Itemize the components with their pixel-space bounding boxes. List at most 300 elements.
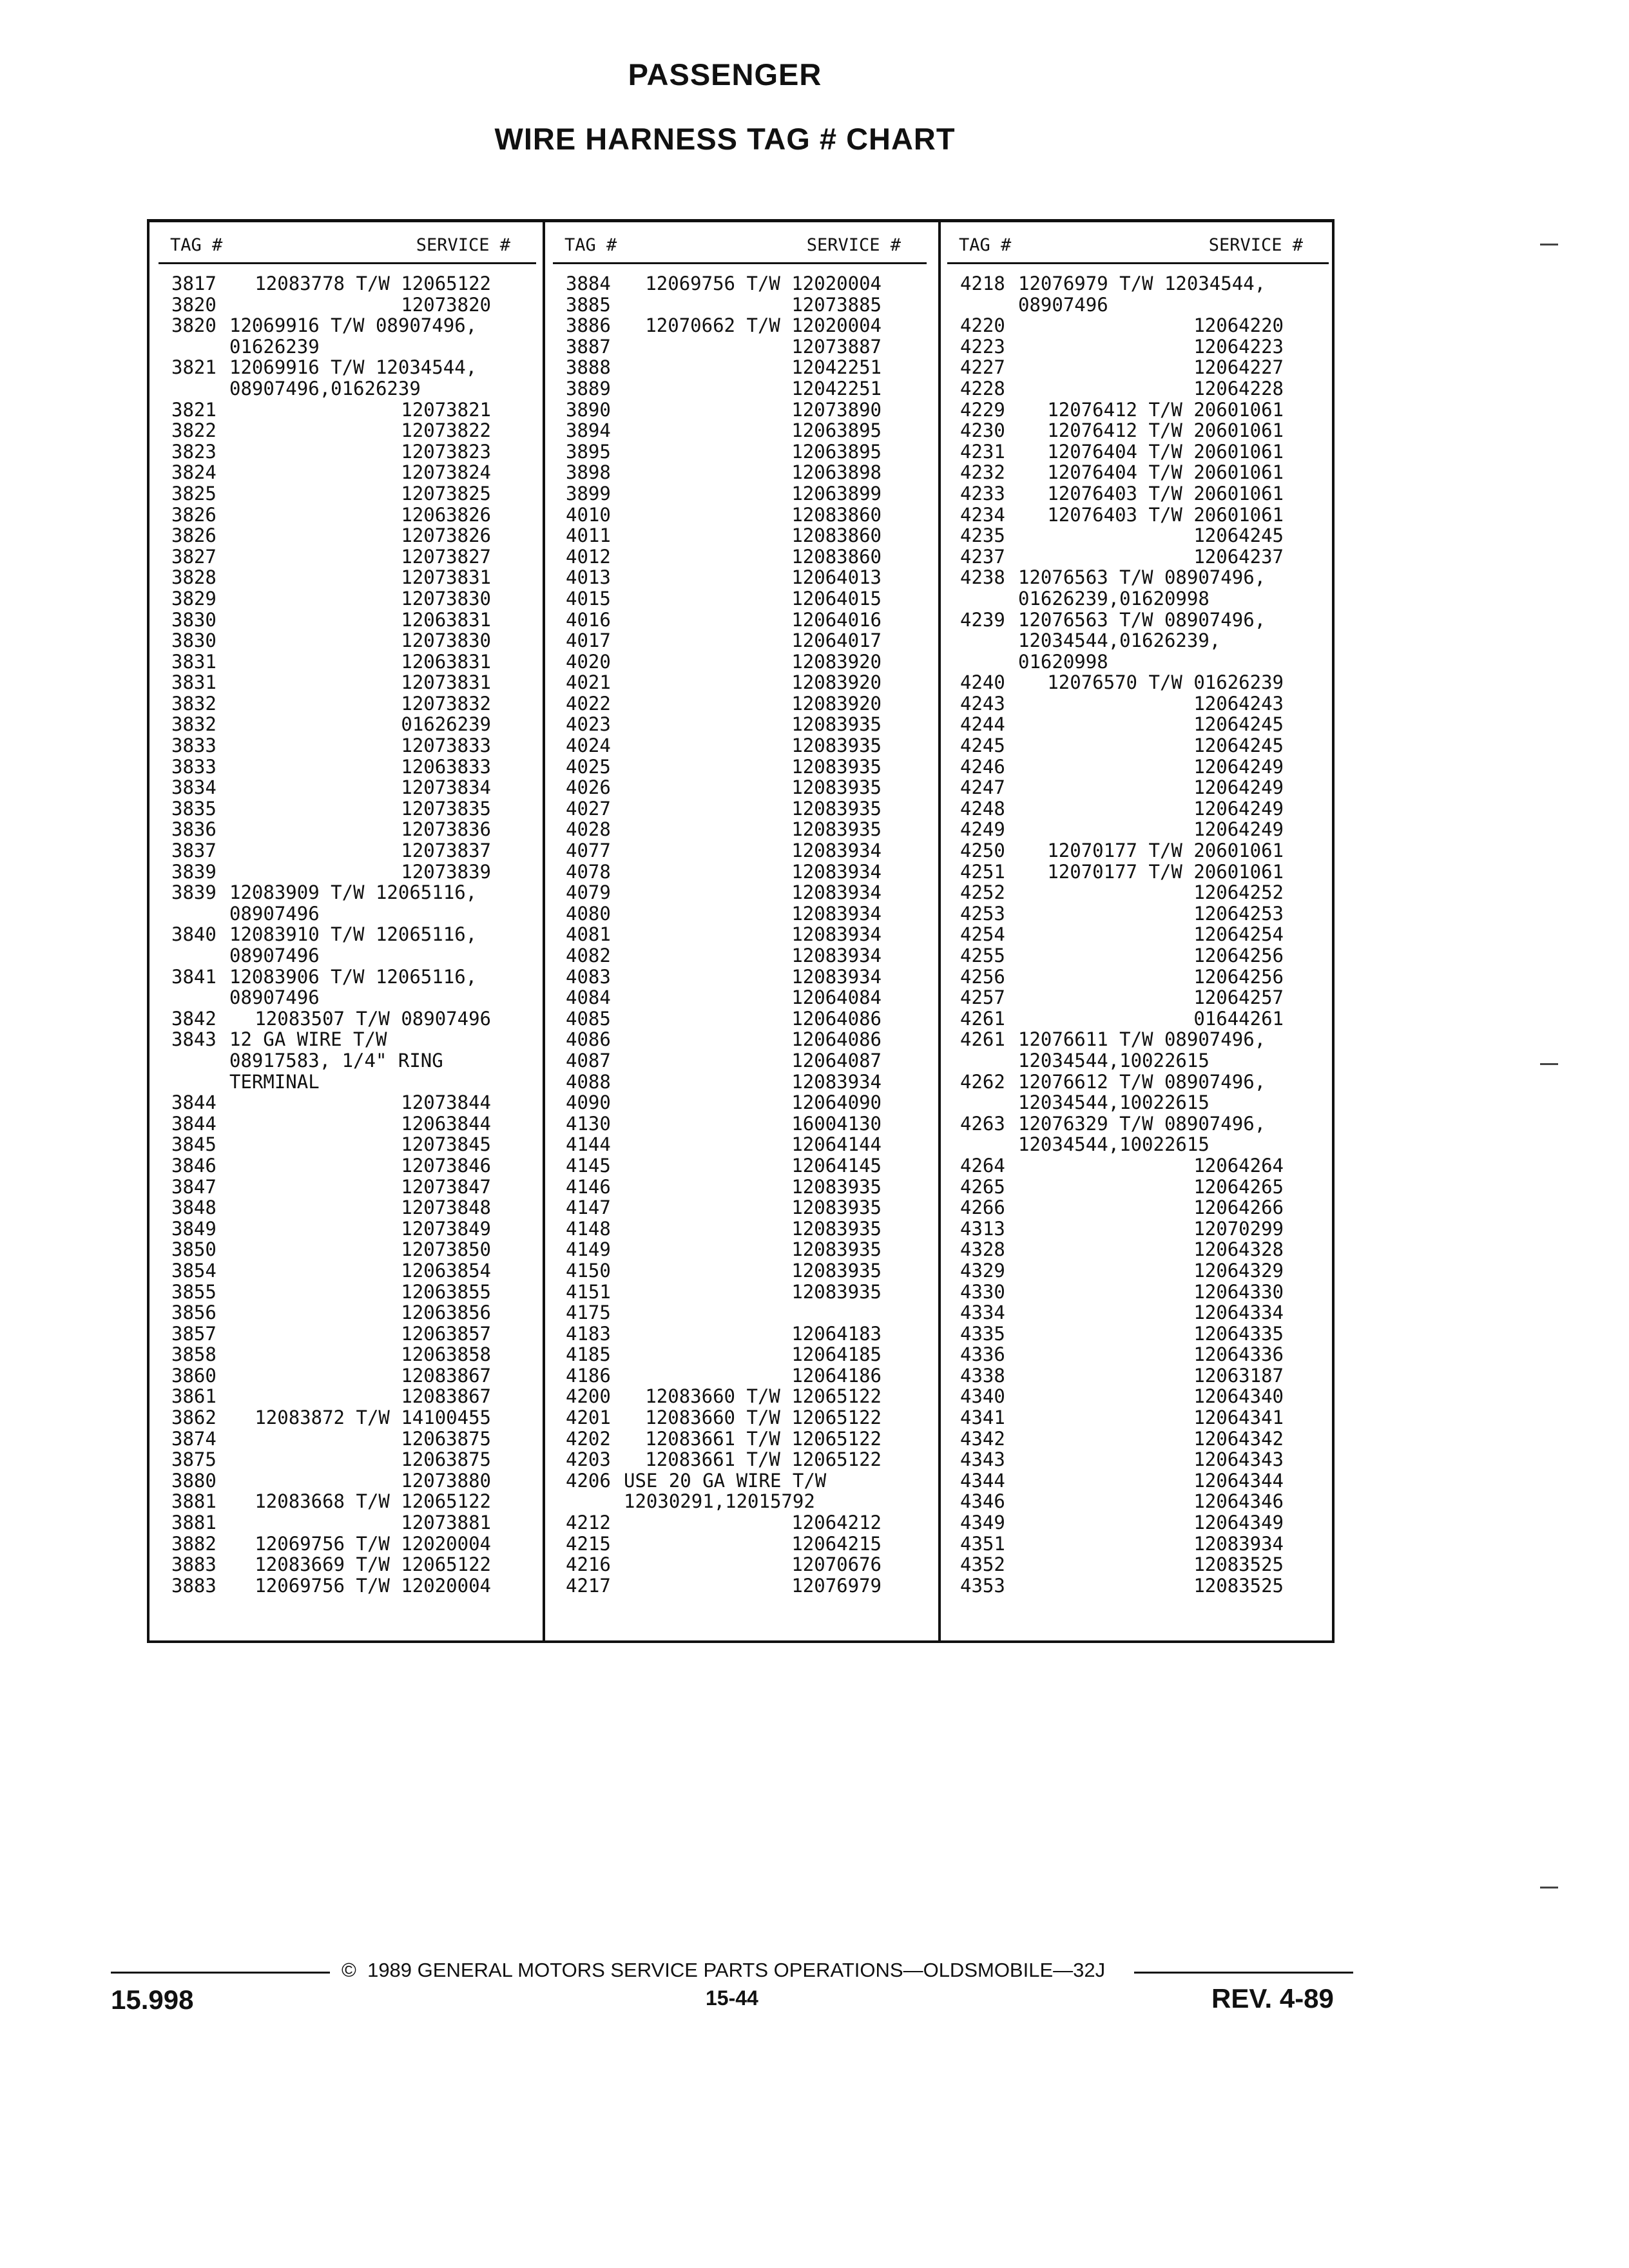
page-title: PASSENGER: [628, 57, 822, 91]
table-row: [159, 1239, 536, 1260]
tag-number: 3894: [566, 419, 611, 442]
table-row: [553, 756, 927, 778]
table-row: [553, 294, 927, 316]
tag-number: 4227: [960, 356, 1005, 379]
tag-number: 4330: [960, 1280, 1005, 1303]
table-row: [553, 1512, 927, 1533]
service-number: 12076412 T/W 20601061: [1047, 419, 1284, 442]
column-divider: [543, 222, 545, 1640]
table-row: [159, 1282, 536, 1303]
service-number: 12073845: [401, 1133, 491, 1156]
tag-number: 4148: [566, 1217, 611, 1240]
table-row: [947, 1533, 1329, 1555]
tag-number: 3858: [171, 1343, 217, 1366]
table-row: [947, 966, 1329, 988]
tag-number: 4264: [960, 1154, 1005, 1177]
tag-number: 3895: [566, 440, 611, 463]
table-row: [947, 505, 1329, 526]
table-row: [159, 861, 536, 883]
table-row: [947, 441, 1329, 463]
tag-header: TAG #: [564, 235, 617, 255]
tag-number: 4010: [566, 503, 611, 526]
tag-number: 4229: [960, 398, 1005, 421]
tag-number: 3848: [171, 1196, 217, 1219]
table-row-continuation: [947, 294, 1329, 316]
tag-number: 4080: [566, 902, 611, 925]
table-row: [553, 1029, 927, 1050]
tag-chart-table: [147, 219, 1335, 1643]
service-header: SERVICE #: [806, 235, 901, 255]
tag-number: 4200: [566, 1385, 611, 1408]
tag-number: 3844: [171, 1091, 217, 1114]
table-row: [159, 420, 536, 441]
tag-number: 3882: [171, 1532, 217, 1555]
tag-number: 3827: [171, 545, 217, 568]
tag-number: 4201: [566, 1407, 611, 1429]
column-header: [947, 229, 1329, 264]
service-number: 12064017: [791, 629, 882, 652]
service-header: SERVICE #: [1208, 235, 1303, 255]
table-row: [947, 714, 1329, 735]
service-number: 12063856: [401, 1302, 491, 1324]
service-number: 12073834: [401, 776, 491, 799]
service-number: 12083934: [791, 1070, 882, 1093]
table-row: [947, 1344, 1329, 1365]
service-number: 12064340: [1193, 1385, 1284, 1408]
service-number: 12064253: [1193, 902, 1284, 925]
tag-number: 4215: [566, 1532, 611, 1555]
tag-number: 4341: [960, 1407, 1005, 1429]
service-number: 12083867: [401, 1385, 491, 1408]
service-number: 12083934: [791, 860, 882, 883]
tag-number: 3881: [171, 1512, 217, 1534]
table-row: [553, 1050, 927, 1072]
tag-number: 4234: [960, 503, 1005, 526]
tag-number: 4244: [960, 713, 1005, 736]
tag-number: 4186: [566, 1364, 611, 1387]
table-row-continuation: [159, 945, 536, 966]
service-number: 12070662 T/W 12020004: [645, 314, 882, 337]
tag-number: 3886: [566, 314, 611, 337]
column-header: [159, 229, 536, 264]
service-number: 12064346: [1193, 1490, 1284, 1513]
tag-number: 4346: [960, 1490, 1005, 1513]
table-row: [947, 756, 1329, 778]
table-row: [159, 567, 536, 588]
table-row: [159, 1449, 536, 1470]
table-row: [159, 1218, 536, 1240]
table-row: [553, 1533, 927, 1555]
table-row: [159, 693, 536, 715]
service-continuation: 01626239,01620998: [1018, 587, 1210, 610]
tag-number: 4081: [566, 923, 611, 946]
table-row: [947, 1554, 1329, 1575]
table-row: [159, 1113, 536, 1135]
service-number: 12064328: [1193, 1238, 1284, 1261]
tag-number: 4149: [566, 1238, 611, 1261]
table-row: [947, 546, 1329, 568]
service-number: 12064185: [791, 1343, 882, 1366]
table-row: [947, 819, 1329, 840]
service-number: 12083872 T/W 14100455: [255, 1407, 491, 1429]
service-number: 12063875: [401, 1427, 491, 1450]
service-number: 12073822: [401, 419, 491, 442]
tag-number: 3883: [171, 1553, 217, 1576]
service-number: 12083920: [791, 692, 882, 715]
tag-number: 4088: [566, 1070, 611, 1093]
service-number: 12073881: [401, 1512, 491, 1534]
table-row: [947, 945, 1329, 966]
table-row: [159, 525, 536, 546]
service-number: 12073890: [791, 398, 882, 421]
service-number: 12064330: [1193, 1280, 1284, 1303]
service-number: 12073830: [401, 587, 491, 610]
table-row: [553, 882, 927, 903]
table-row: [947, 378, 1329, 399]
table-row: [553, 1008, 927, 1030]
table-row: [553, 798, 927, 820]
tag-number: 4335: [960, 1322, 1005, 1345]
service-continuation: 01626239: [229, 335, 320, 358]
tag-number: 4352: [960, 1553, 1005, 1576]
tag-header: TAG #: [170, 235, 223, 255]
table-row: [159, 441, 536, 463]
tag-number: 3826: [171, 503, 217, 526]
service-number: 12063831: [401, 608, 491, 631]
table-row: [159, 651, 536, 673]
table-row: [553, 987, 927, 1008]
table-row: [947, 1491, 1329, 1512]
table-row-continuation: [159, 378, 536, 399]
tag-number: 3880: [171, 1469, 217, 1492]
table-row: [553, 1197, 927, 1218]
service-number: 12076404 T/W 20601061: [1047, 461, 1284, 484]
column-divider: [938, 222, 941, 1640]
table-row: [159, 1554, 536, 1575]
service-number: 12070676: [791, 1553, 882, 1576]
tag-number: 3830: [171, 629, 217, 652]
tag-number: 4025: [566, 755, 611, 778]
table-row: [553, 1470, 927, 1492]
table-row: [553, 672, 927, 693]
tag-number: 4185: [566, 1343, 611, 1366]
service-number: 12073831: [401, 566, 491, 589]
table-row: [553, 1323, 927, 1345]
table-row: [553, 336, 927, 358]
tag-number: 4220: [960, 314, 1005, 337]
service-number: 12083935: [791, 1196, 882, 1219]
table-row: [159, 882, 536, 903]
table-row: [553, 1155, 927, 1177]
tag-number: 4328: [960, 1238, 1005, 1261]
table-row: [159, 924, 536, 945]
tag-number: 3833: [171, 755, 217, 778]
service-number: 12064265: [1193, 1175, 1284, 1198]
tag-number: 4212: [566, 1512, 611, 1534]
table-row: [159, 1323, 536, 1345]
tag-spacer: [947, 1134, 1018, 1155]
tag-number: 4020: [566, 650, 611, 673]
service-number: 12073827: [401, 545, 491, 568]
service-number: 12083935: [791, 1217, 882, 1240]
service-number: 12042251: [791, 356, 882, 379]
table-row: [553, 420, 927, 441]
table-row: [159, 819, 536, 840]
table-row: [159, 1029, 536, 1050]
table-column-3: [947, 229, 1329, 1640]
table-row-continuation: [159, 987, 536, 1008]
service-number: USE 20 GA WIRE T/W: [624, 1469, 827, 1492]
footer-rule: [111, 1972, 330, 1974]
service-number: 12069916 T/W 08907496,: [229, 314, 477, 337]
table-row: [159, 505, 536, 526]
service-number: 12064254: [1193, 923, 1284, 946]
service-number: 12083935: [791, 713, 882, 736]
service-number: 12076611 T/W 08907496,: [1018, 1028, 1266, 1051]
table-row: [553, 1282, 927, 1303]
table-row: [553, 1386, 927, 1407]
tag-number: 4012: [566, 545, 611, 568]
service-number: 12076404 T/W 20601061: [1047, 440, 1284, 463]
table-row: [553, 483, 927, 505]
table-row: [159, 1512, 536, 1533]
tag-number: 3875: [171, 1448, 217, 1471]
service-number: 12076570 T/W 01626239: [1047, 671, 1284, 694]
tag-spacer: [159, 1050, 229, 1072]
tag-number: 4021: [566, 671, 611, 694]
table-row: [159, 1470, 536, 1492]
table-row-continuation: [947, 651, 1329, 673]
tag-number: 3836: [171, 818, 217, 841]
service-number: 12076563 T/W 08907496,: [1018, 608, 1266, 631]
service-number: 12064349: [1193, 1512, 1284, 1534]
tag-number: 4087: [566, 1049, 611, 1072]
service-number: 12073844: [401, 1091, 491, 1114]
table-row: [553, 651, 927, 673]
table-row: [159, 273, 536, 294]
table-row: [159, 1092, 536, 1113]
margin-mark: [1540, 1063, 1558, 1065]
tag-number: 3883: [171, 1574, 217, 1597]
table-row: [947, 1218, 1329, 1240]
table-row: [553, 1072, 927, 1093]
tag-number: 3887: [566, 335, 611, 358]
table-row: [553, 945, 927, 966]
tag-number: 3874: [171, 1427, 217, 1450]
service-number: 12064215: [791, 1532, 882, 1555]
table-row: [553, 567, 927, 588]
tag-spacer: [947, 630, 1018, 651]
tag-number: 3839: [171, 881, 217, 904]
table-row: [553, 357, 927, 378]
tag-number: 4206: [566, 1469, 611, 1492]
service-number: 12042251: [791, 377, 882, 399]
service-number: 12076979 T/W 12034544,: [1018, 273, 1266, 294]
table-row: [553, 1365, 927, 1387]
service-number: 12083867: [401, 1364, 491, 1387]
table-row: [947, 1386, 1329, 1407]
table-row: [159, 1260, 536, 1282]
table-row: [553, 525, 927, 546]
tag-number: 4353: [960, 1574, 1005, 1597]
tag-number: 4130: [566, 1112, 611, 1135]
table-row: [159, 1365, 536, 1387]
tag-number: 4202: [566, 1427, 611, 1450]
table-row: [553, 630, 927, 651]
table-row: [947, 1008, 1329, 1030]
service-number: 12073836: [401, 818, 491, 841]
tag-number: 4334: [960, 1302, 1005, 1324]
table-row: [159, 798, 536, 820]
table-row: [947, 987, 1329, 1008]
tag-number: 3855: [171, 1280, 217, 1303]
tag-number: 3844: [171, 1112, 217, 1135]
service-number: 12083661 T/W 12065122: [645, 1448, 882, 1471]
tag-number: 4253: [960, 902, 1005, 925]
table-row: [947, 882, 1329, 903]
tag-number: 4256: [960, 965, 1005, 988]
table-row: [553, 1302, 927, 1323]
service-number: 12073837: [401, 840, 491, 862]
table-row: [947, 1470, 1329, 1492]
table-row: [947, 1177, 1329, 1198]
service-number: 12064249: [1193, 818, 1284, 841]
table-row-continuation: [947, 630, 1329, 651]
tag-number: 4016: [566, 608, 611, 631]
service-number: 12083935: [791, 1259, 882, 1282]
table-row: [159, 1197, 536, 1218]
table-row: [553, 441, 927, 463]
service-number: 12073885: [791, 293, 882, 316]
section-number: 15.998: [111, 1984, 194, 2015]
service-number: 12063826: [401, 503, 491, 526]
table-row: [159, 735, 536, 756]
table-row: [159, 483, 536, 505]
chart-title: WIRE HARNESS TAG # CHART: [494, 122, 956, 156]
tag-number: 4232: [960, 461, 1005, 484]
tag-number: 3840: [171, 923, 217, 946]
service-number: 12073847: [401, 1175, 491, 1198]
table-row: [553, 966, 927, 988]
service-number: 12083778 T/W 12065122: [255, 273, 491, 294]
tag-number: 4150: [566, 1259, 611, 1282]
service-number: 12083935: [791, 735, 882, 757]
tag-number: 4011: [566, 524, 611, 547]
tag-number: 4085: [566, 1007, 611, 1030]
tag-number: 4252: [960, 881, 1005, 904]
table-row-continuation: [159, 1050, 536, 1072]
tag-number: 3821: [171, 398, 217, 421]
table-row: [159, 1134, 536, 1155]
margin-mark: [1540, 244, 1558, 245]
table-row-continuation: [947, 1134, 1329, 1155]
table-row: [947, 357, 1329, 378]
tag-number: 3854: [171, 1259, 217, 1282]
tag-number: 4239: [960, 608, 1005, 631]
tag-number: 3834: [171, 776, 217, 799]
tag-spacer: [159, 945, 229, 966]
table-row: [947, 1239, 1329, 1260]
tag-number: 4223: [960, 335, 1005, 358]
table-row: [947, 525, 1329, 546]
service-number: 12064334: [1193, 1302, 1284, 1324]
tag-number: 4216: [566, 1553, 611, 1576]
table-row: [553, 1134, 927, 1155]
service-number: 12 GA WIRE T/W: [229, 1028, 387, 1051]
service-number: 12064344: [1193, 1469, 1284, 1492]
tag-number: 4243: [960, 692, 1005, 715]
service-number: 12073830: [401, 629, 491, 652]
service-continuation: 08907496,01626239: [229, 377, 421, 399]
tag-number: 4238: [960, 566, 1005, 589]
service-number: 12063844: [401, 1112, 491, 1135]
service-number: 12064256: [1193, 965, 1284, 988]
tag-number: 4255: [960, 945, 1005, 966]
tag-number: 3885: [566, 293, 611, 316]
table-row: [159, 546, 536, 568]
table-row: [947, 567, 1329, 588]
tag-number: 4183: [566, 1322, 611, 1345]
tag-number: 4247: [960, 776, 1005, 799]
tag-number: 3890: [566, 398, 611, 421]
tag-number: 3862: [171, 1407, 217, 1429]
service-number: 12073849: [401, 1217, 491, 1240]
service-number: 12083920: [791, 650, 882, 673]
table-row-continuation: [947, 588, 1329, 610]
service-number: 12083935: [791, 818, 882, 841]
table-row: [553, 1554, 927, 1575]
tag-number: 4077: [566, 840, 611, 862]
table-row: [159, 1155, 536, 1177]
table-row: [159, 1177, 536, 1198]
service-number: 12064341: [1193, 1407, 1284, 1429]
service-number: 12064245: [1193, 713, 1284, 736]
service-number: 12064245: [1193, 735, 1284, 757]
table-row: [947, 483, 1329, 505]
table-row: [553, 693, 927, 715]
table-row: [553, 462, 927, 483]
tag-number: 4017: [566, 629, 611, 652]
table-row: [947, 777, 1329, 798]
table-row-continuation: [947, 1050, 1329, 1072]
tag-number: 3817: [171, 273, 217, 294]
service-number: 12063898: [791, 461, 882, 484]
service-number: 12064086: [791, 1007, 882, 1030]
service-number: 12064342: [1193, 1427, 1284, 1450]
service-number: 12083661 T/W 12065122: [645, 1427, 882, 1450]
tag-number: 4218: [960, 273, 1005, 294]
service-number: 12073826: [401, 524, 491, 547]
service-number: 12064343: [1193, 1448, 1284, 1471]
table-row: [947, 1428, 1329, 1450]
tag-number: 3829: [171, 587, 217, 610]
tag-spacer: [947, 1050, 1018, 1072]
table-row: [947, 1072, 1329, 1093]
tag-number: 4026: [566, 776, 611, 799]
tag-number: 4027: [566, 797, 611, 820]
service-continuation: 08907496: [229, 945, 320, 966]
table-row: [553, 735, 927, 756]
tag-number: 4217: [566, 1574, 611, 1597]
table-row: [159, 315, 536, 336]
tag-number: 4230: [960, 419, 1005, 442]
service-number: 12064237: [1193, 545, 1284, 568]
service-number: 12064257: [1193, 986, 1284, 1009]
tag-spacer: [159, 987, 229, 1008]
table-row: [159, 610, 536, 631]
table-row: [159, 1008, 536, 1030]
table-row: [159, 588, 536, 610]
